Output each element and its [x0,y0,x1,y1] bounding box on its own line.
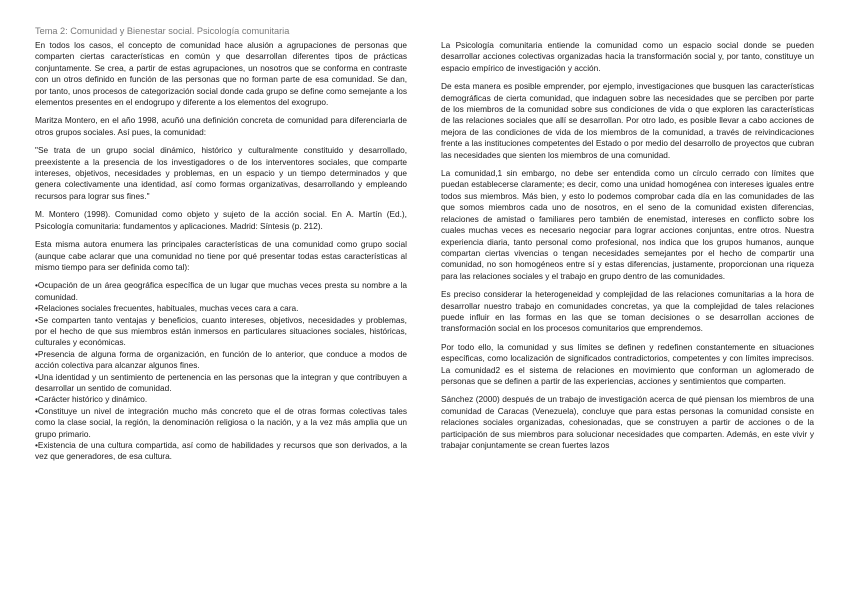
citation-paragraph: M. Montero (1998). Comunidad como objeto y sujeto de la acción social. En A. Martín (Ed.), Psicología comunitaria: fundamentos y aplicaciones. Madrid: Síntesis (p. 212). [35,209,407,231]
list-item: •Una identidad y un sentimiento de pertenencia en las personas que la integran y que contribuyen a desarrollar un sentido de comunidad. [35,371,407,393]
paragraph: Por todo ello, la comunidad y sus límites se definen y redefinen constantemente en situaciones específicas, como localización de significados contradictorios, competentes y con límites imprecisos. La comunidad2 es el sistema de relaciones en movimiento que conforman un aglomerado de personas que se definen a partir de las experiencias, acciones y sentimientos que comparten. [441,341,814,386]
paragraph: Esta misma autora enumera las principales características de una comunidad como grupo social (aunque cabe aclarar que una comunidad no tiene por qué presentar todas estas características al mismo tiempo para ser definida como tal): [35,239,407,272]
quote-paragraph: "Se trata de un grupo social dinámico, histórico y culturalmente constituido y desarrollado, preexistente a la presencia de los investigadores o de los interventores sociales, que comparte intereses, objetivos, necesidades y problemas, en un espacio y un tiempo determinados y que genera colectivamente una identidad, así como formas organizativas, desarrollando y empleando recursos para lograr sus fines." [35,145,407,201]
paragraph: Sánchez (2000) después de un trabajo de investigación acerca de qué piensan los miembros de una comunidad de Caracas (Venezuela), concluye que para estas personas la comunidad consiste en relaciones sociales organizadas, cohesionadas, que se construyen a partir de acciones o de la participación de sus miembros para solucionar necesidades que comparten. Además, en este vivir y trabajar conjuntamente se crean fuertes lazos [441,394,814,450]
list-item: •Presencia de alguna forma de organización, en función de lo anterior, que conduce a modos de acción colectiva para alcanzar algunos fines. [35,348,407,371]
paragraph: De esta manera es posible emprender, por ejemplo, investigaciones que busquen las características demográficas de cierta comunidad, que indaguen sobre las necesidades que se perciben por parte de los miembros de la comunidad sobre sus condiciones de vida o que exploren las características de las relaciones sociales que allí se desarrollan. Por otro lado, es posible llevar a cabo acciones de mejora de las condiciones de vida de los miembros de la comunidad, a través de reivindicaciones frente a las instituciones competentes del Estado o por medio del desarrollo de proyectos que cubran las necesidades que sienten los miembros de una comunidad. [441,81,814,160]
list-item: •Constituye un nivel de integración mucho más concreto que el de otras formas colectivas tales como la clase social, la región, la denominación religiosa o la nación, y a la vez más amplia que un grupo primario. [35,405,407,439]
list-item: •Se comparten tanto ventajas y beneficios, cuanto intereses, objetivos, necesidades y problemas, por el hecho de que sus miembros están inmersos en particulares situaciones sociales, históricas, culturales y económicas. [35,314,407,348]
paragraph: Es preciso considerar la heterogeneidad y complejidad de las relaciones comunitarias a la hora de desarrollar nuestro trabajo en comunidades concretas, ya que la complejidad de tales relaciones puede influir en las formas en las que se toman decisiones o se desarrollan acciones de transformación social en los procesos comunitarios que emprendemos. [441,289,814,334]
list-item: •Relaciones sociales frecuentes, habituales, muchas veces cara a cara. [35,303,299,314]
right-column [441,40,814,458]
paragraph: La comunidad,1 sin embargo, no debe ser entendida como un círculo cerrado con límites que puedan establecerse claramente; es decir, como una unidad homogénea con intereses iguales entre todos sus miembros. Más bien, y esto lo podemos comprobar cada día en las comunidades de las que somos miembros cada uno de nosotros, en el seno de la comunidad existen diferencias, relaciones de amistad o familiares pero también de enemistad, intereses en conflicto sobre los cuales muchas veces es necesario negociar para lograr acciones conjuntas, entre otros. Nuestra experiencia diaria, tanto personal como profesional, nos indica que los grupos humanos, aunque compartan ciertas vivencias o tengan necesidades semejantes por el hecho de compartir una comunidad, no son homogéneos entre sí y estas diferencias, justamente, proporcionan una riqueza para las relaciones sociales y el trabajo en grupo dentro de las comunidades. [441,168,814,281]
list-item: •Existencia de una cultura compartida, así como de habilidades y recursos que son derivados, a la vez que generadores, de esa cultura. [35,440,407,462]
left-column [35,40,407,469]
page-title: Tema 2: Comunidad y Bienestar social. Psicología comunitaria [35,26,290,36]
paragraph: En todos los casos, el concepto de comunidad hace alusión a agrupaciones de personas que comparten ciertas características en común y que desarrollan diferentes tipos de prácticas conjuntamente. Se crea, a partir de estas agrupaciones, un nosotros que se conforma en contraste con un otros definido en función de las personas que no forman parte de esa comunidad. Se dan, por tanto, unos procesos de categorización social donde cada grupo se define como semejante a los elementos presentes en el endogrupo y diferente a los elementos del exogrupo. [35,40,407,108]
list-item: •Carácter histórico y dinámico. [35,394,148,405]
paragraph: Maritza Montero, en el año 1998, acuñó una definición concreta de comunidad para diferenciarla de otros grupos sociales. Así pues, la comunidad: [35,115,407,137]
characteristics-list [35,280,407,463]
list-item: •Ocupación de un área geográfica específica de un lugar que muchas veces presta su nombre a la comunidad. [35,280,407,302]
paragraph: La Psicología comunitaria entiende la comunidad como un espacio social donde se pueden desarrollar acciones colectivas organizadas hacia la transformación social y, por tanto, constituye un espacio empírico de investigación y acción. [441,40,814,73]
